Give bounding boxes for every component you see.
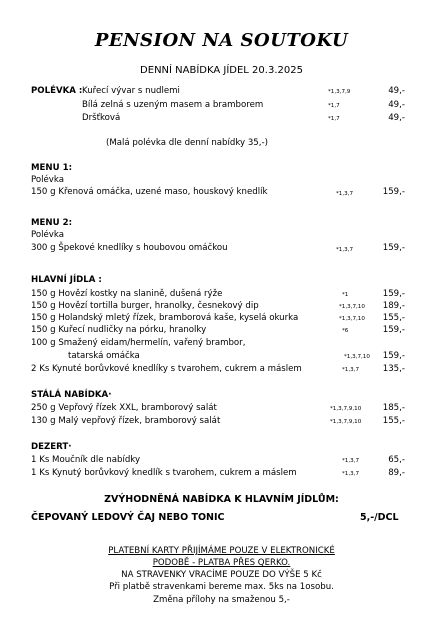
offer-price: 5,-/DCL [360, 512, 399, 523]
allergens: *1,3,7 [342, 367, 360, 373]
page-title: PENSION NA SOUTOKU [94, 30, 349, 51]
menu2-sublabel: Polévka [31, 230, 64, 240]
standing-label: STÁLÁ NABÍDKA· [31, 390, 112, 400]
soup-item: Dršťková [82, 113, 121, 123]
allergens: *1,3,7,9,10 [330, 419, 362, 425]
price: 159,- [382, 289, 405, 299]
price: 159,- [382, 325, 405, 335]
main-label: HLAVNÍ JÍDLA : [31, 275, 102, 285]
allergens: *1 [342, 292, 349, 298]
dessert-item: 1 Ks Moučník dle nabídky [31, 455, 141, 465]
main-item: tatarská omáčka [68, 351, 140, 361]
price: 185,- [382, 403, 405, 413]
price: 89,- [388, 468, 405, 478]
price: 49,- [388, 113, 405, 123]
standing-item: 250 g Vepřový řízek XXL, bramborový salát [31, 403, 217, 413]
price: 49,- [388, 100, 405, 110]
allergens: *1,3,7,10 [339, 304, 365, 310]
price: 189,- [382, 301, 405, 311]
menu2-item: 300 g Špekové knedlíky s houbovou omáčkou [31, 243, 228, 253]
allergens: *1,3,7,9 [328, 89, 351, 95]
dessert-label: DEZERT· [31, 442, 72, 452]
soup-note: (Malá polévka dle denní nabídky 35,-) [106, 138, 268, 148]
main-item: 150 g Hovězí kostky na slanině, dušená rýže [31, 289, 223, 299]
allergens: *1,3,7,10 [339, 316, 365, 322]
main-item: 150 g Hovězí tortilla burger, hranolky, česnekový dip [31, 301, 259, 311]
payment-note: PLATEBNÍ KARTY PŘIJÍMÁME POUZE V ELEKTRONICKÉ [108, 546, 335, 556]
page-subtitle: DENNÍ NABÍDKA JÍDEL 20.3.2025 [140, 65, 303, 76]
menu1-sublabel: Polévka [31, 175, 64, 185]
price: 65,- [388, 455, 405, 465]
price: 155,- [382, 313, 405, 323]
main-item: 150 g Holandský mletý řízek, bramborová kaše, kyselá okurka [31, 313, 299, 323]
price: 159,- [382, 243, 405, 253]
voucher-note: NA STRAVENKY VRACÍME POUZE DO VÝŠE 5 Kč [121, 570, 322, 580]
allergens: *1,7 [328, 116, 340, 122]
menu1-label: MENU 1: [31, 163, 73, 173]
allergens: *1,3,7,10 [344, 354, 370, 360]
voucher-limit-note: Při platbě stravenkami bereme max. 5ks na 1osobu. [109, 582, 334, 592]
side-change-note: Změna přílohy na smaženou 5,- [153, 595, 290, 605]
allergens: *6 [342, 328, 349, 334]
allergens: *1,7 [328, 103, 340, 109]
menu2-label: MENU 2: [31, 218, 73, 228]
standing-item: 130 g Malý vepřový řízek, bramborový salát [31, 416, 221, 426]
soup-label: POLÉVKA : [31, 86, 83, 96]
price: 159,- [382, 351, 405, 361]
soup-item: Kuřecí vývar s nudlemi [82, 86, 180, 96]
main-item: 150 g Kuřecí nudličky na pórku, hranolky [31, 325, 207, 335]
soup-item: Bílá zelná s uzeným masem a bramborem [82, 100, 264, 110]
allergens: *1,3,7 [336, 191, 354, 197]
main-item: 2 Ks Kynuté borůvkové knedlíky s tvarohem, cukrem a máslem [31, 364, 302, 374]
price: 49,- [388, 86, 405, 96]
offer-heading: ZVÝHODNĚNÁ NABÍDKA K HLAVNÍM JÍDLŮM: [104, 494, 339, 505]
allergens: *1,3,7 [342, 458, 360, 464]
payment-note: PODOBĚ - PLATBA PŘES QERKO. [152, 558, 291, 568]
main-item: 100 g Smažený eidam/hermelín, vařený brambor, [31, 338, 246, 348]
allergens: *1,3,7,9,10 [330, 406, 362, 412]
menu1-item: 150 g Křenová omáčka, uzené maso, houskový knedlík [31, 187, 268, 197]
allergens: *1,3,7 [336, 247, 354, 253]
offer-item: ČEPOVANÝ LEDOVÝ ČAJ NEBO TONIC [31, 512, 225, 523]
dessert-item: 1 Ks Kynutý borůvkový knedlík s tvarohem, cukrem a máslem [31, 468, 297, 478]
price: 159,- [382, 187, 405, 197]
allergens: *1,3,7 [342, 471, 360, 477]
price: 135,- [382, 364, 405, 374]
price: 155,- [382, 416, 405, 426]
